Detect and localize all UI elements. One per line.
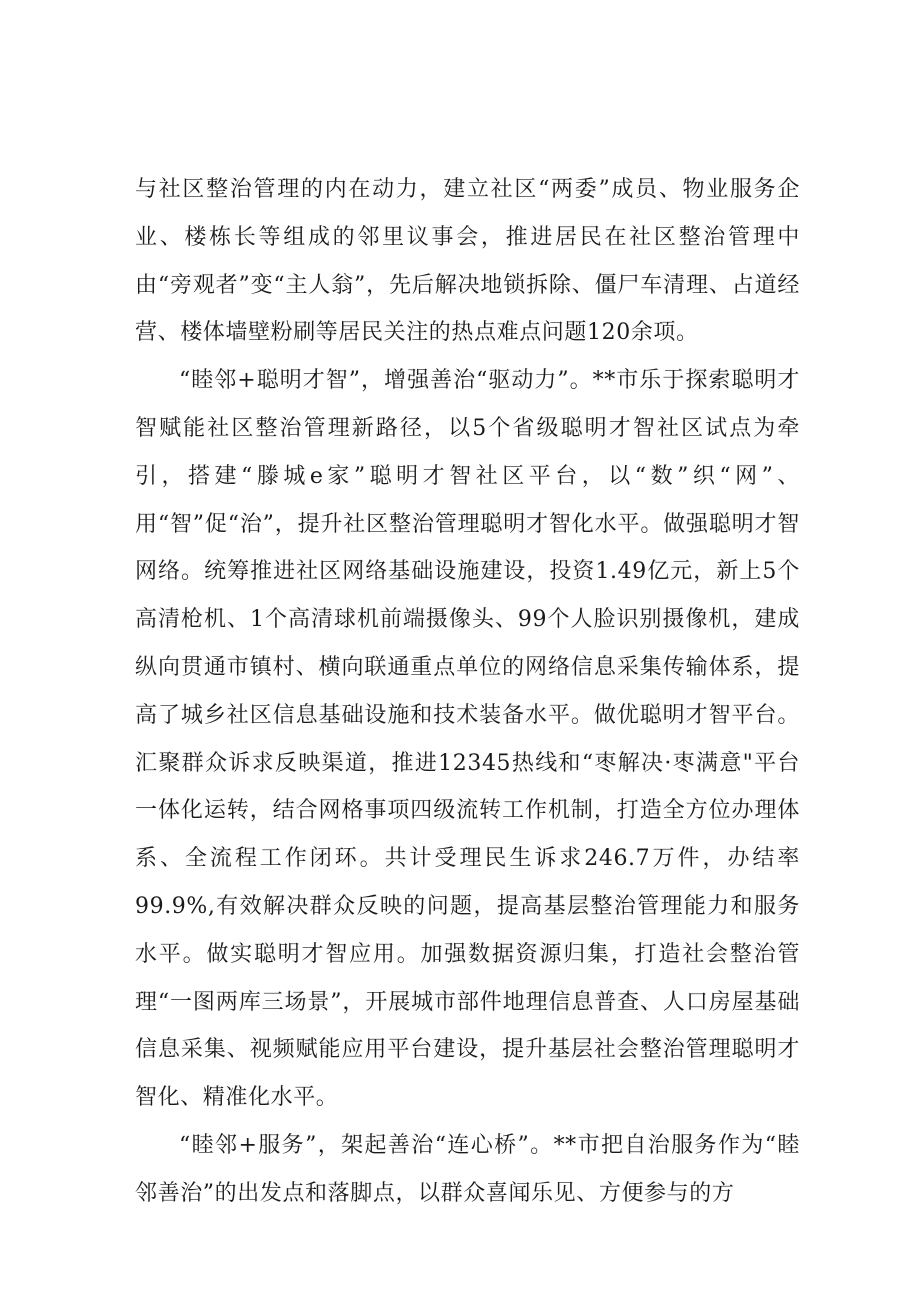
paragraph-continuation: 与社区整治管理的内在动力，建立社区“两委”成员、物业服务企业、楼栋长等组成的邻里议事会，推进居民在社区整治管理中由“旁观者”变“主人翁”，先后解决地锁拆除、僵尸车清理、占道经营、楼体墙壁粉刷等居民关注的热点难点问题120余项。 <box>135 177 800 346</box>
paragraph-smart-governance: “睦邻+聪明才智”，增强善治“驱动力”。**市乐于探索聪明才智赋能社区整治管理新路径，以5个省级聪明才智社区试点为牵引，搭建“滕城e家”聪明才智社区平台，以“数”织“网”、用“智”促“治”，提升社区整治管理聪明才智化水平。做强聪明才智网络。统筹推进社区网络基础设施建设，投资1.49亿元，新上5个高清枪机、1个高清球机前端摄像头、99个人脸识别摄像机，建成纵向贯通市镇村、横向联通重点单位的网络信息采集传输体系，提高了城乡社区信息基础设施和技术装备水平。做优聪明才智平台。汇聚群众诉求反映渠道，推进12345热线和“枣解决·枣满意"平台一体化运转，结合网格事项四级流转工作机制，打造全方位办理体系、全流程工作闭环。共计受理民生诉求246.7万件，办结率99.9%,有效解决群众反映的问题，提高基层整治管理能力和服务水平。做实聪明才智应用。加强数据资源归集，打造社会整治管理“一图两库三场景”，开展城市部件地理信息普查、人口房屋基础信息采集、视频赋能应用平台建设，提升基层社会整治管理聪明才智化、精准化水平。 <box>135 368 800 1111</box>
document-body <box>135 166 800 1218</box>
paragraph-service: “睦邻+服务”，架起善治“连心桥”。**市把自治服务作为“睦邻善治”的出发点和落脚点，以群众喜闻乐见、方便参与的方 <box>135 1132 800 1206</box>
